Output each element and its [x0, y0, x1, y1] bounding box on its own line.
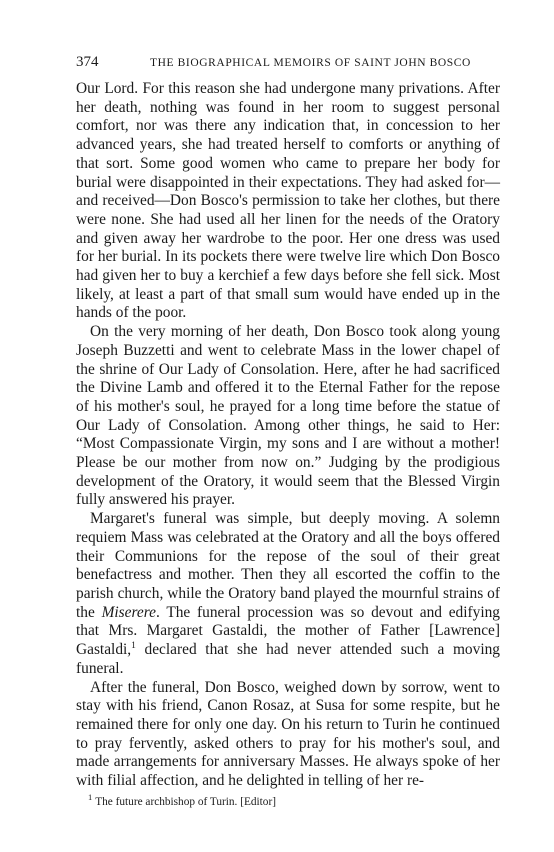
paragraph-continuation: Our Lord. For this reason she had undergone many privations. After her death, nothing was found in her room to suggest personal comfort, nor was there any indication that, in concession to her advanced years, she had treated herself to comforts or anything of that sort. Some good women who came to prepare her body for burial were disappointed in their expectations. They had asked for—and received—Don Bosco's permission to take her clothes, but there were none. She had used all her linen for the needs of the Oratory and given away her wardrobe to the poor. Her one dress was used for her burial. In its pockets there were twelve lire which Don Bosco had given her to buy a kerchief a few days before she fell sick. Most likely, at least a part of that small sum would have ended up in the hands of the poor.: [76, 80, 500, 322]
footnote: [76, 791, 500, 809]
body-text: [76, 80, 500, 791]
miserere-title: Miserere: [101, 603, 156, 621]
running-head: THE BIOGRAPHICAL MEMOIRS OF SAINT JOHN BOSCO: [150, 57, 471, 69]
footnote-reference[interactable]: 1: [131, 640, 136, 651]
paragraph-funeral: [76, 510, 500, 678]
footnote-text: The future archbishop of Turin. [Editor]: [95, 795, 276, 808]
funeral-text-part-2: . The funeral procession was so devout and edifying that Mrs. Margaret Gastaldi, the mother of Father [Lawrence] Gastaldi,: [76, 603, 501, 659]
page-header: [76, 54, 500, 80]
funeral-text-part-3: declared that she had never attended such a moving funeral.: [76, 641, 500, 677]
paragraph-morning-of-death: On the very morning of her death, Don Bosco took along young Joseph Buzzetti and went to celebrate Mass in the lower chapel of the shrine of Our Lady of Consolation. Here, after he had sacrificed the Divine Lamb and offered it to the Eternal Father for the repose of his mother's soul, he prayed for a long time before the statue of Our Lady of Consolation. Among other things, he said to Her: “Most Compassionate Virgin, my sons and I are without a mother! Please be our mother from now on.” Judging by the prodigious development of the Oratory, it would seem that the Blessed Virgin fully answered his prayer.: [76, 323, 500, 509]
footnote-number: 1: [88, 791, 93, 802]
funeral-text-part-1: Margaret's funeral was simple, but deeply moving. A solemn requiem Mass was celebrated at the Oratory and all the boys offered their Communions for the repose of the soul of their great benefactress and mother. Then they all escorted the coffin to the parish church, while the Oratory band played the mournful strains of the: [76, 510, 500, 621]
page-number: 374: [76, 54, 99, 70]
paragraph-after-funeral: After the funeral, Don Bosco, weighed down by sorrow, went to stay with his friend, Canon Rosaz, at Susa for some respite, but he remained there for only one day. On his return to Turin he continued to pray fervently, asked others to pray for his mother's soul, and made arrangements for anniversary Masses. He always spoke of her with filial affection, and he delighted in telling of her re-: [76, 678, 500, 790]
book-page: [76, 54, 500, 809]
